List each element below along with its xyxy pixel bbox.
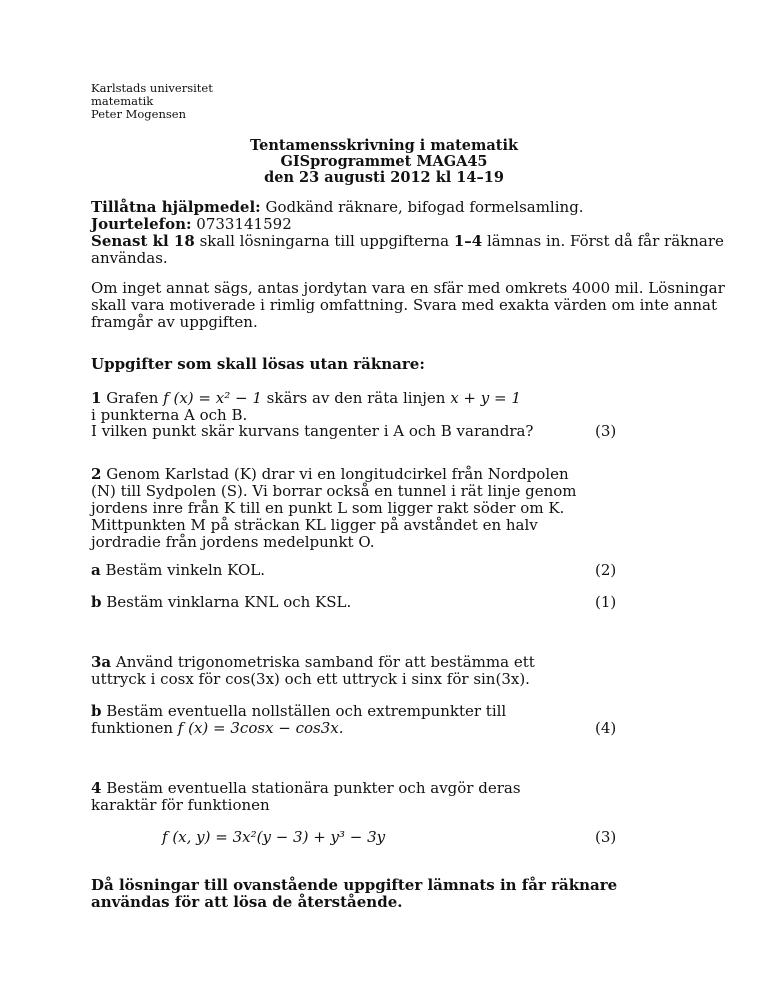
q4-points: (3) <box>595 828 617 846</box>
q3b-line-2-text: funktionen <box>91 719 178 737</box>
q3b-line-1 <box>91 702 506 720</box>
q2b-text: Bestäm vinklarna KNL och KSL. <box>101 593 352 611</box>
deadline-line <box>91 232 724 250</box>
q2b-line <box>91 593 351 611</box>
q3a-line-1 <box>91 653 535 671</box>
header-university: Karlstads universitet <box>91 81 213 95</box>
aids-line <box>91 198 584 216</box>
q2a-text: Bestäm vinkeln KOL. <box>100 561 266 579</box>
intro-line-3: framgår av uppgiften. <box>91 313 258 331</box>
q2-line-2: (N) till Sydpolen (S). Vi borrar också en tunnel i rät linje genom <box>91 482 577 500</box>
q1-points: (3) <box>595 422 617 440</box>
q2a-line <box>91 561 265 579</box>
q2b-points: (1) <box>595 593 617 611</box>
q4-number: 4 <box>91 779 102 797</box>
aids-label: Tillåtna hjälpmedel: <box>91 198 261 216</box>
header-author: Peter Mogensen <box>91 107 186 121</box>
aids-text: Godkänd räknare, bifogad formelsamling. <box>260 198 584 216</box>
q1-function: f (x) = x² − 1 <box>163 389 262 407</box>
q1-line-equation: x + y = 1 <box>450 389 521 407</box>
q4-function: f (x, y) = 3x²(y − 3) + y³ − 3y <box>162 828 386 846</box>
q2-line-1-text: Genom Karlstad (K) drar vi en longitudcirkel från Nordpolen <box>101 465 569 483</box>
title-line-1: Tentamensskrivning i matematik <box>249 137 519 154</box>
q2-line-4: Mittpunkten M på sträckan KL ligger på avståndet en halv <box>91 516 538 534</box>
footer-line-1: Då lösningar till ovanstående uppgifter lämnats in får räknare <box>91 876 618 894</box>
q1-text-b: skärs av den räta linjen <box>261 389 451 407</box>
q2-line-5: jordradie från jordens medelpunkt O. <box>91 533 375 551</box>
footer-line-2: användas för att lösa de återstående. <box>91 893 403 911</box>
q4-line-1-text: Bestäm eventuella stationära punkter och avgör deras <box>101 779 521 797</box>
q3b-points: (4) <box>595 719 617 737</box>
q1-line-2: i punkterna A och B. <box>91 406 248 424</box>
q1-text-a: Grafen <box>101 389 164 407</box>
phone-label: Jourtelefon: <box>91 215 192 233</box>
q3a-line-2: uttryck i cosx för cos(3x) och ett uttryck i sinx för sin(3x). <box>91 670 530 688</box>
q3a-label: 3a <box>91 653 112 671</box>
q1-number: 1 <box>91 389 102 407</box>
q2a-label: a <box>91 561 101 579</box>
q2a-points: (2) <box>595 561 617 579</box>
q1-line-1 <box>91 389 521 407</box>
q2b-label: b <box>91 593 102 611</box>
q2-number: 2 <box>91 465 102 483</box>
q3b-function: f (x) = 3cosx − cos3x. <box>177 719 344 737</box>
q3b-line-2 <box>91 719 344 737</box>
deadline-range: 1–4 <box>453 232 483 250</box>
title-line-3: den 23 augusti 2012 kl 14–19 <box>264 169 504 186</box>
q4-line-1 <box>91 779 521 797</box>
q3a-line-1-text: Använd trigonometriska samband för att bestämma ett <box>111 653 535 671</box>
intro-line-1: Om inget annat sägs, antas jordytan vara en sfär med omkrets 4000 mil. Lösningar <box>91 279 725 297</box>
phone-line <box>91 215 292 233</box>
deadline-text-a: skall lösningarna till uppgifterna <box>194 232 454 250</box>
q4-line-2: karaktär för funktionen <box>91 796 270 814</box>
q3b-line-1-text: Bestäm eventuella nollställen och extrempunkter till <box>101 702 507 720</box>
q2-line-1 <box>91 465 569 483</box>
q3b-label: b <box>91 702 102 720</box>
deadline-line-2: användas. <box>91 249 168 267</box>
q1-line-3: I vilken punkt skär kurvans tangenter i A och B varandra? <box>91 422 534 440</box>
title-line-2: GISprogrammet MAGA45 <box>280 153 488 170</box>
deadline-text-b: lämnas in. Först då får räknare <box>482 232 724 250</box>
phone-value: 0733141592 <box>191 215 292 233</box>
section-no-calculator: Uppgifter som skall lösas utan räknare: <box>91 355 425 373</box>
deadline-label: Senast kl 18 <box>91 232 195 250</box>
q2-line-3: jordens inre från K till en punkt L som ligger rakt söder om K. <box>91 499 565 517</box>
intro-line-2: skall vara motiverade i rimlig omfattning. Svara med exakta värden om inte annat <box>91 296 718 314</box>
header-department: matematik <box>91 94 154 108</box>
